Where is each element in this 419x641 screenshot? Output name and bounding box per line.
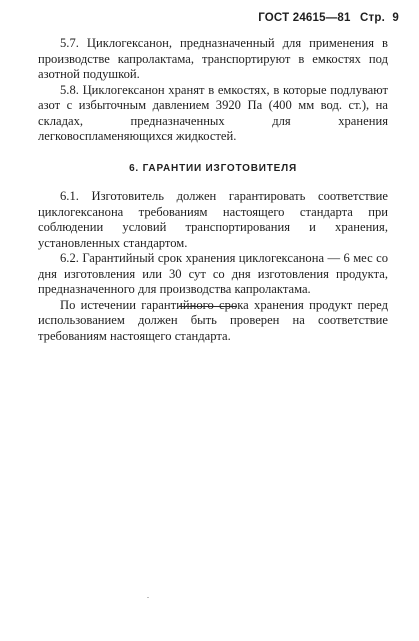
- paragraph-6-2: 6.2. Гарантийный срок хранения циклогексанона — 6 мес со дня изготовления или 30 сут со дня изготовления продукта, предназначенного для производства капролактама.: [38, 251, 388, 296]
- paragraph-expiry: По истечении гарантийного срока хранения продукт перед использованием должен быть проверен на соответствие требованиям настоящего стандарта.: [38, 297, 388, 343]
- page-header: [258, 12, 399, 24]
- document-body: [38, 36, 388, 344]
- standard-number: ГОСТ 24615—81: [258, 12, 351, 24]
- page-label: Стр.: [360, 12, 385, 24]
- paragraph-6-1: 6.1. Изготовитель должен гарантировать соответствие циклогексанона требованиям настоящего стандарта при соблюдении условий транспортирования и хранения, установленных стандартом.: [38, 189, 388, 250]
- section-title: 6. ГАРАНТИИ ИЗГОТОВИТЕЛЯ: [129, 162, 297, 174]
- end-rule-divider: [179, 306, 237, 307]
- stray-mark: .: [147, 591, 149, 600]
- paragraph-5-7: 5.7. Циклогексанон, предназначенный для применения в производстве капролактама, транспортируют в емкостях под азотной подушкой.: [38, 36, 388, 81]
- page-number: 9: [392, 12, 399, 24]
- paragraph-5-8: 5.8. Циклогексанон хранят в емкостях, в которые подлувают азот с избыточным давлением 3920 Па (400 мм вод. ст.), на складах, предназначенных для хранения легковоспламеняющихся жидкостей.: [38, 82, 388, 143]
